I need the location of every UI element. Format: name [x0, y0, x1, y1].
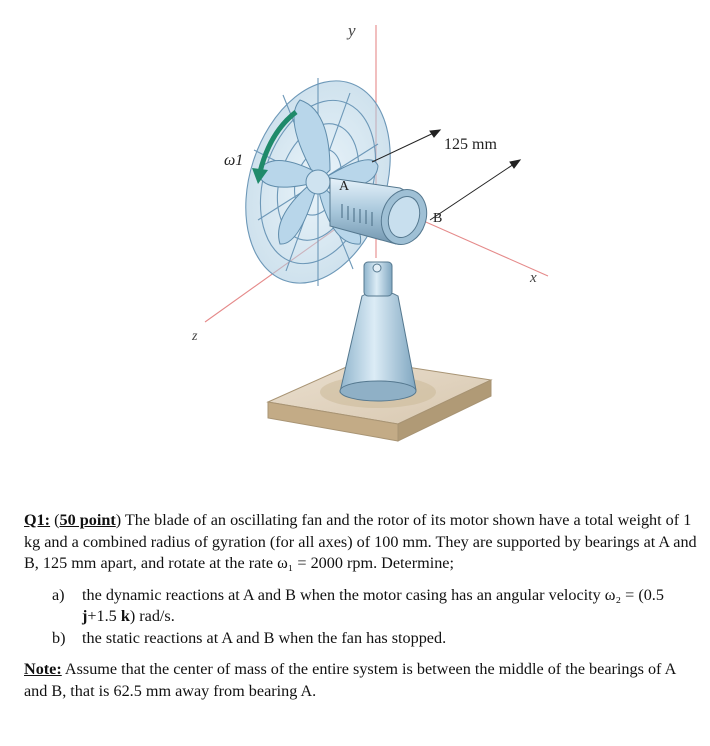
- close-paren: ): [115, 511, 122, 529]
- z-axis-label: z: [192, 329, 198, 344]
- item-text: +1.5: [87, 607, 121, 625]
- fan-stand: [340, 262, 416, 401]
- x-axis-label: x: [530, 270, 537, 286]
- question-items: [24, 585, 700, 650]
- unit-vector-j: j: [82, 607, 88, 625]
- omega-label: ω1: [224, 152, 244, 169]
- point-b-label: B: [433, 211, 443, 226]
- list-item: [24, 628, 700, 650]
- point-a-label: A: [339, 179, 350, 194]
- item-text: the dynamic reactions at A and B when the motor casing has an angular velocity ω₂ = (0.5: [82, 585, 664, 604]
- dimension-label: 125 mm: [444, 136, 497, 153]
- problem-text: [24, 510, 700, 702]
- note-heading: Note:: [24, 660, 62, 678]
- item-text: ) rad/s.: [129, 607, 175, 625]
- y-axis-label: y: [348, 21, 356, 40]
- question-points: 50 point: [59, 511, 116, 529]
- unit-vector-k: k: [120, 607, 130, 625]
- question-number: Q1:: [24, 511, 51, 529]
- note-paragraph: [24, 659, 700, 702]
- question-body: The blade of an oscillating fan and the rotor of its motor shown have a total weight of 1 kg and a combined radius of gyration (for all axes) of 100 mm. They are supported by bearings at A and B, 125 mm apart, and rotate at the rate ω₁ = 2000 rpm. Determine;: [24, 511, 697, 572]
- list-item: [24, 585, 700, 628]
- open-paren: (: [50, 511, 60, 529]
- item-marker: a): [52, 585, 65, 604]
- item-marker: b): [52, 628, 66, 647]
- question-paragraph: [24, 510, 700, 575]
- item-text: the static reactions at A and B when the fan has stopped.: [82, 628, 447, 647]
- note-text: Assume that the center of mass of the entire system is between the middle of the bearings of A and B, that is 62.5 mm away from bearing A.: [24, 660, 676, 700]
